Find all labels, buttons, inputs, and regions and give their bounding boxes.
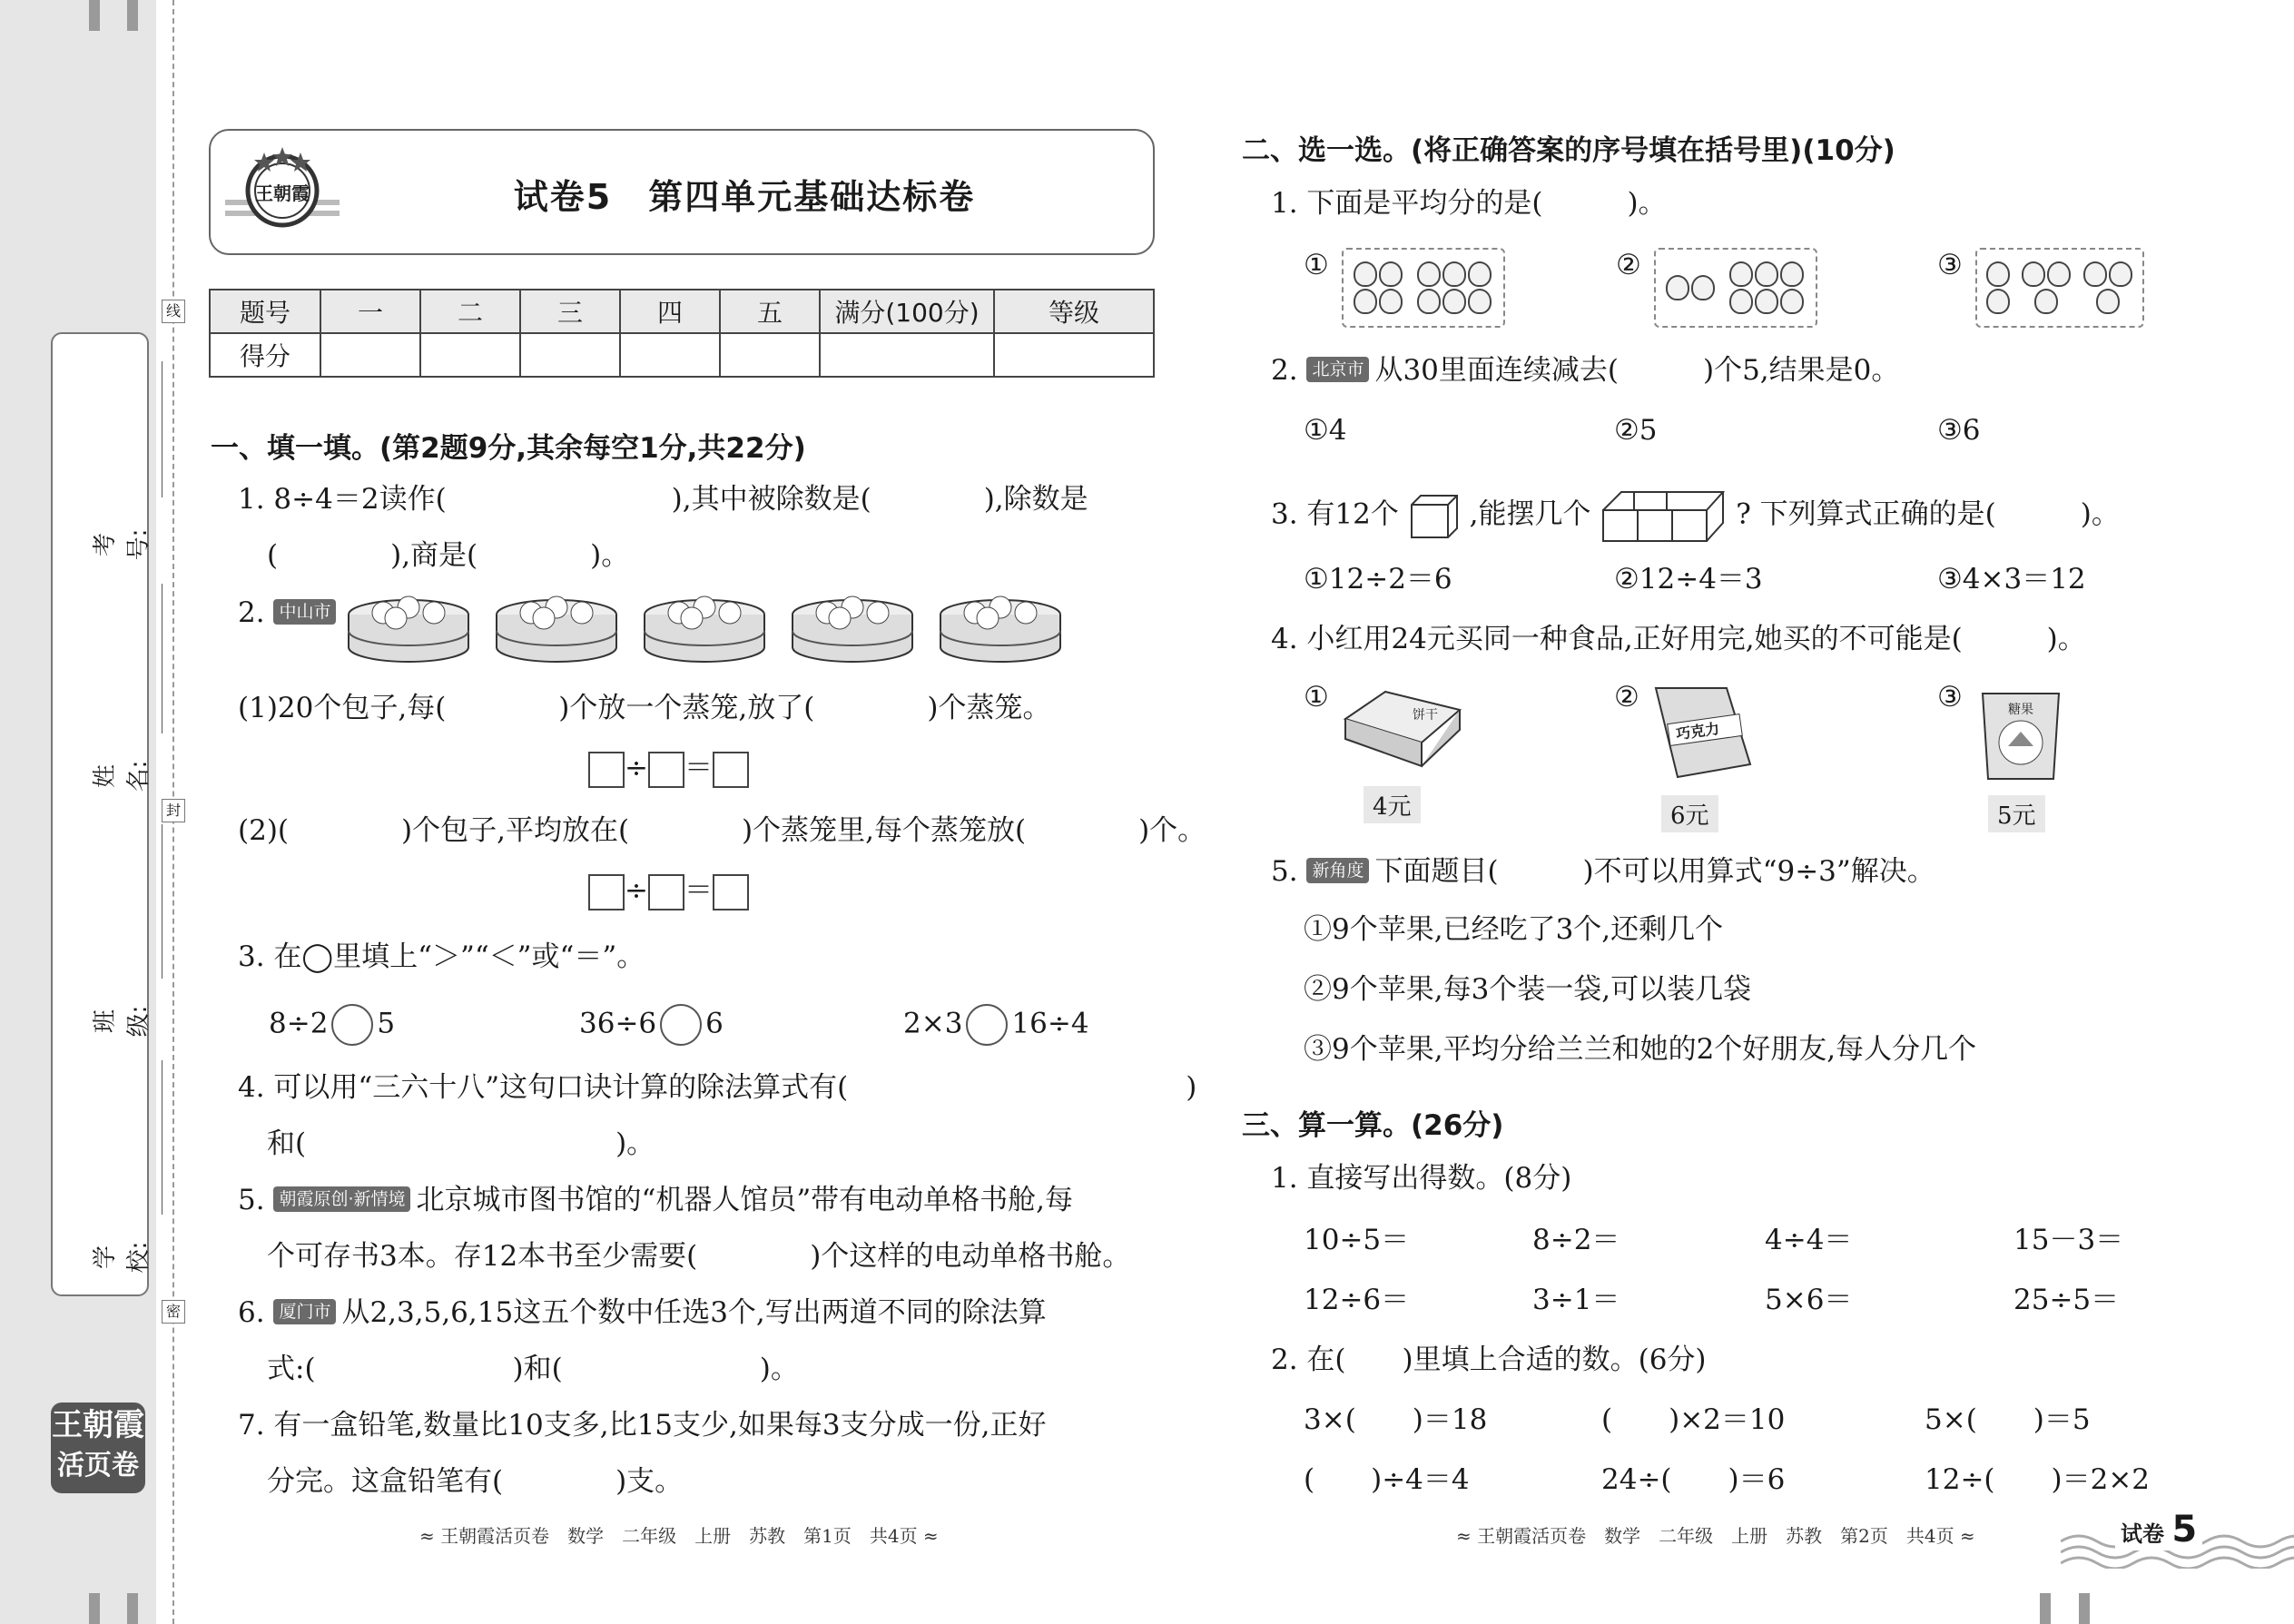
cube-icon [1408,492,1461,539]
choice-question-1: 1. 下面是平均分的是( )。 [1271,187,1667,220]
equals-sign: ＝ [684,874,713,907]
strawberry-icon [1780,289,1804,314]
strawberry-icon [2109,261,2132,287]
question-2-part1: (1)20个包子,每( )个放一个蒸笼,放了( )个蒸笼。 [238,692,1051,724]
calc-question-1: 1. 直接写出得数。(8分) [1271,1162,1572,1195]
score-input-cell[interactable] [720,333,820,377]
compare-circle[interactable] [660,1004,702,1046]
class-label: 班级: [92,1005,153,1038]
registration-mark [127,1593,138,1624]
division-boxes-1 [588,750,749,788]
page-number: 5 [2171,1509,2198,1550]
score-input-cell[interactable] [620,333,720,377]
steamer-basket-icon [789,595,916,667]
table-cell: 满分(100分) [820,290,994,333]
strawberry-icon [1417,289,1441,314]
registration-mark [127,0,138,31]
division-boxes-2 [588,872,749,910]
q2-option-3[interactable]: ③6 [1937,414,1981,447]
cut-mark: 线 [162,300,185,323]
q3-option-3[interactable]: ③4×3＝12 [1937,563,2086,595]
option-marker: ② [1614,681,1639,714]
compare-c [903,1004,1089,1046]
page-tag-label: 试卷 [2121,1521,2164,1547]
fill-item: 3×( )＝18 [1304,1403,1488,1436]
section1-heading: 一、填一填。(第2题9分,其余每空1分,共22分) [211,432,806,465]
fill-item: 24÷( )＝6 [1601,1463,1786,1496]
candy-bag-icon [1975,686,2066,786]
price-tag: 5元 [1988,795,2045,832]
region-badge: 中山市 [273,599,336,625]
fruit-group [2017,261,2075,314]
strawberry-icon [1666,275,1689,300]
strawberry-icon [1354,261,1377,287]
question-text: ? 下列算式正确的是( )。 [1736,497,2120,531]
question-1-line2: ( ),商是( )。 [267,539,630,572]
calc-item: 15－3＝ [2013,1224,2124,1256]
strawberry-icon [2083,261,2107,287]
strawberry-icon [1417,261,1441,287]
steamer-basket-icon [493,595,620,667]
compare-a [269,1004,395,1046]
question-3: 3. 在◯里填上“＞”“＜”或“＝”。 [238,940,645,973]
q5-option-1[interactable]: ①9个苹果,已经吃了3个,还剩几个 [1304,913,1724,946]
calc-item: 10÷5＝ [1304,1224,1410,1256]
choice-question-4: 4. 小红用24元买同一种食品,正好用完,她买的不可能是( )。 [1271,623,2086,655]
item-label: 饼干 [1413,708,1438,723]
publisher-logo-icon [223,136,341,245]
cube-stack-icon [1600,487,1727,545]
item-label: 巧克力 [1675,719,1721,743]
question-4-line2: 和( )。 [267,1127,655,1160]
answer-box[interactable] [713,874,749,910]
strawberry-icon [2034,289,2058,314]
table-cell: 五 [720,290,820,333]
page-footer: ≈ 王朝霞活页卷 数学 二年级 上册 苏教 第2页 共4页 ≈ [1456,1525,1975,1547]
answer-box[interactable] [713,752,749,788]
table-row [210,333,1154,377]
logo-text: 王朝霞 [255,182,310,204]
compare-right: 6 [705,1007,724,1040]
feature-badge: 朝霞原创·新情境 [273,1186,410,1212]
compare-right: 16÷4 [1011,1007,1089,1040]
score-input-cell[interactable] [520,333,620,377]
registration-mark [89,1593,100,1624]
strawberry-icon [1755,289,1778,314]
fruit-group [1723,261,1810,314]
question-number: 2. [1271,354,1298,387]
calc-item: 25÷5＝ [2013,1284,2120,1316]
divide-sign: ÷ [625,752,648,784]
table-cell: 三 [520,290,620,333]
steamer-basket-icon [641,595,768,667]
calc-question-2: 2. 在( )里填上合适的数。(6分) [1271,1343,1707,1376]
calc-item: 8÷2＝ [1532,1224,1620,1256]
question-6-line1 [238,1294,1047,1331]
fruit-group [2079,261,2137,314]
choice-question-3 [1271,487,2120,545]
question-number: 6. [238,1296,265,1329]
registration-mark [2040,1593,2051,1624]
strawberry-icon [1986,261,2010,287]
strawberry-icon [2047,261,2071,287]
option-marker: ③ [1937,681,1963,714]
question-text: 北京城市图书馆的“机器人馆员”带有电动单格书舱,每 [416,1184,1074,1216]
q3-option-1[interactable]: ①12÷2＝6 [1304,563,1452,595]
question-5-line1 [238,1182,1073,1218]
biscuit-box-icon [1340,683,1465,782]
cut-mark: 密 [162,1300,185,1324]
calc-item: 12÷6＝ [1304,1284,1410,1316]
strawberry-icon [1468,289,1492,314]
calc-item: 3÷1＝ [1532,1284,1620,1316]
question-4-line1: 4. 可以用“三六十八”这句口诀计算的除法算式有( ) [238,1071,1197,1104]
compare-left: 8÷2 [269,1007,329,1040]
table-cell: 四 [620,290,720,333]
compare-left: 36÷6 [579,1007,657,1040]
price-tag: 6元 [1661,795,1718,832]
brand-line2: 活页卷 [57,1450,139,1481]
option-marker: ③ [1937,249,1963,281]
compare-b [579,1004,724,1046]
fruit-group [1411,261,1498,314]
fill-item: 5×( )＝5 [1925,1403,2091,1436]
strawberry-icon [1729,261,1753,287]
question-number: 5. [1271,855,1298,888]
question-2-part2: (2)( )个包子,平均放在( )个蒸笼里,每个蒸笼放( )个。 [238,814,1206,847]
question-number: 2. [238,596,265,629]
fruit-group-box [1342,248,1505,328]
section3-heading: 三、算一算。(26分) [1242,1109,1504,1142]
compare-circle[interactable] [966,1004,1008,1046]
q3-option-2[interactable]: ②12÷4＝3 [1614,563,1763,595]
brand-line1: 王朝霞 [52,1407,144,1443]
fruit-group [1349,261,1407,314]
option-marker: ① [1304,249,1329,281]
student-info-box [51,332,153,1296]
region-badge: 北京市 [1306,357,1369,382]
score-input-cell[interactable] [420,333,520,377]
option-marker: ① [1304,681,1329,714]
q5-option-3[interactable]: ③9个苹果,平均分给兰兰和她的2个好朋友,每人分几个 [1304,1033,1977,1066]
strawberry-icon [1379,261,1403,287]
fruit-group [1983,261,2013,314]
calc-item: 5×6＝ [1765,1284,1853,1316]
question-number: 5. [238,1184,265,1216]
calc-item: 4÷4＝ [1765,1224,1853,1256]
strawberry-icon [1755,261,1778,287]
score-input-cell[interactable] [820,333,994,377]
fruit-group [1661,275,1719,300]
section2-heading: 二、选一选。(将正确答案的序号填在括号里)(10分) [1242,134,1895,167]
table-cell: 得分 [210,333,320,377]
answer-box[interactable] [588,874,625,910]
divide-sign: ÷ [625,874,648,907]
answer-box[interactable] [588,752,625,788]
q2-option-1[interactable]: ①4 [1304,414,1347,447]
strawberry-icon [2022,261,2045,287]
question-7-line2: 分完。这盒铅笔有( )支。 [267,1465,684,1498]
score-input-cell[interactable] [320,333,420,377]
question-2-header [238,595,341,631]
score-table [209,289,1155,378]
page-footer: ≈ 王朝霞活页卷 数学 二年级 上册 苏教 第1页 共4页 ≈ [419,1525,939,1547]
registration-mark [89,0,100,31]
question-5-line2: 个可存书3本。存12本书至少需要( )个这样的电动单格书舱。 [267,1240,1131,1273]
fill-item: ( )÷4＝4 [1304,1463,1470,1496]
chocolate-bag-icon [1650,683,1759,782]
strawberry-icon [1354,289,1377,314]
steamer-basket-icon [937,595,1064,667]
fill-item: 12÷( )＝2×2 [1925,1463,2151,1496]
answer-box[interactable] [648,874,684,910]
score-input-cell[interactable] [994,333,1154,377]
page-tag [2115,1509,2202,1550]
compare-left: 2×3 [903,1007,963,1040]
question-7-line1: 7. 有一盒铅笔,数量比10支多,比15支少,如果每3支分成一份,正好 [238,1409,1047,1442]
strawberry-icon [1468,261,1492,287]
table-cell: 题号 [210,290,320,333]
choice-question-2 [1271,352,1899,389]
compare-circle[interactable] [331,1004,373,1046]
strawberry-icon [1780,261,1804,287]
strawberry-icon [1379,289,1403,314]
choice-question-5 [1271,853,1935,890]
exam-id-label: 考号: [92,528,153,561]
option-marker: ② [1616,249,1641,281]
question-6-line2: 式:( )和( )。 [267,1353,799,1385]
strawberry-icon [1691,275,1715,300]
table-cell: 一 [320,290,420,333]
equals-sign: ＝ [684,752,713,784]
price-tag: 4元 [1364,786,1421,823]
cut-mark: 封 [162,799,185,822]
table-cell: 等级 [994,290,1154,333]
item-label: 糖果 [2008,703,2033,717]
steamer-basket-icon [345,595,472,667]
question-text: 从30里面连续减去( )个5,结果是0。 [1374,354,1900,387]
fill-item: ( )×2＝10 [1601,1403,1786,1436]
compare-right: 5 [377,1007,396,1040]
question-text: 从2,3,5,6,15这五个数中任选3个,写出两道不同的除法算 [341,1296,1047,1329]
question-text: 3. 有12个 [1271,497,1399,531]
question-text: ,能摆几个 [1469,497,1591,531]
feature-badge: 新角度 [1306,858,1369,883]
strawberry-icon [1442,289,1466,314]
q5-option-2[interactable]: ②9个苹果,每3个装一袋,可以装几袋 [1304,973,1752,1006]
question-text: 下面题目( )不可以用算式“9÷3”解决。 [1374,855,1935,888]
brand-badge [51,1403,145,1493]
strawberry-icon [1442,261,1466,287]
fruit-group-box [1654,248,1817,328]
strawberry-icon [1729,289,1753,314]
strawberry-icon [1986,289,2010,314]
question-1-line1: 1. 8÷4＝2读作( ),其中被除数是( ),除数是 [238,483,1088,516]
registration-mark [2079,1593,2090,1624]
page-title: 试卷5 第四单元基础达标卷 [513,177,976,217]
table-cell: 二 [420,290,520,333]
region-badge: 厦门市 [273,1299,336,1324]
q2-option-2[interactable]: ②5 [1614,414,1658,447]
fruit-group-box [1975,248,2144,328]
school-label: 学校: [92,1241,153,1274]
name-label: 姓名: [92,760,153,792]
table-row [210,290,1154,333]
strawberry-icon [2096,289,2120,314]
answer-box[interactable] [648,752,684,788]
